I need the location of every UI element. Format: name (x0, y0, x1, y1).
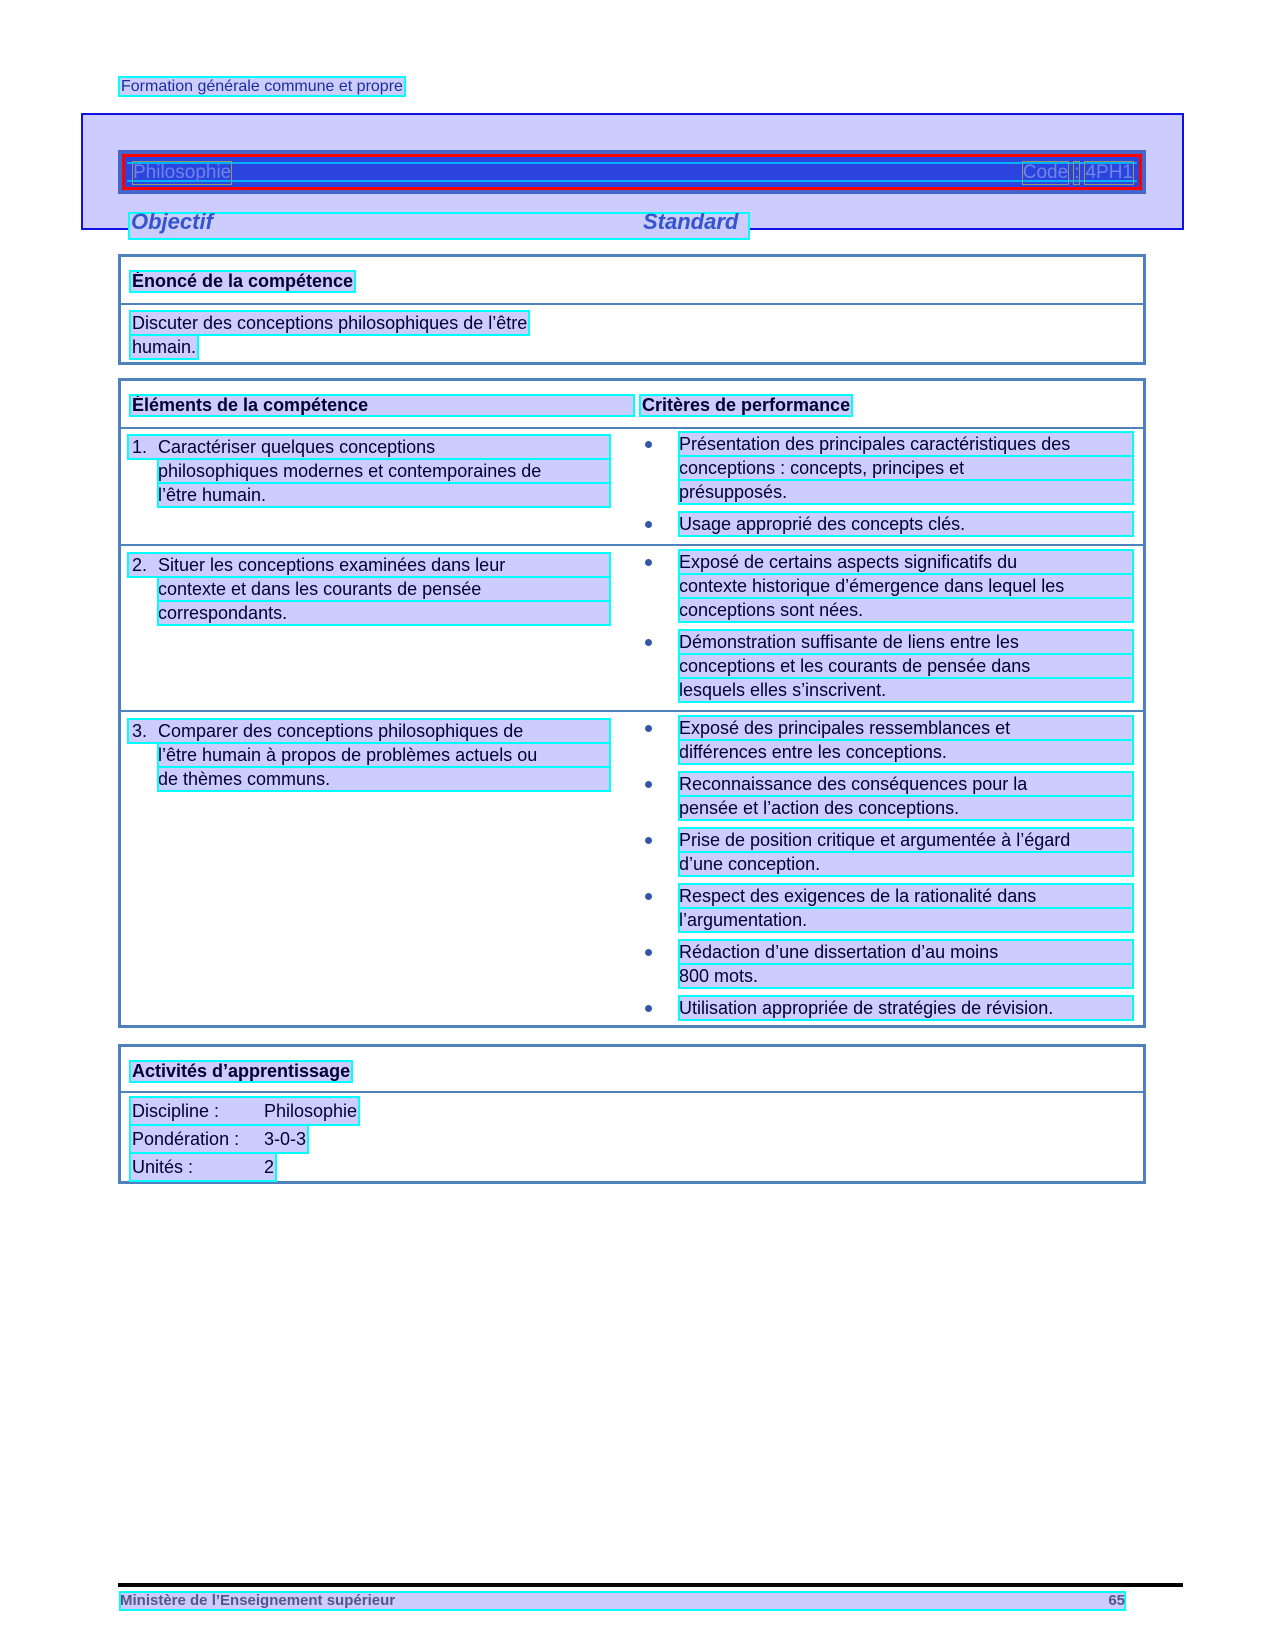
field-discipline (130, 1097, 359, 1125)
criterion-line: Respect des exigences de la rationalité dans (679, 884, 1133, 908)
element-row-2 (130, 553, 610, 625)
row-divider (121, 710, 1143, 712)
criterion-line: Exposé de certains aspects significatifs du (679, 550, 1133, 574)
course-title-inner (122, 154, 1142, 190)
criterion (643, 996, 1133, 1020)
enonce-text (130, 311, 529, 359)
criterion (643, 940, 1133, 988)
footer (120, 1592, 1125, 1610)
element-number: 3. (132, 721, 148, 741)
bullet-icon (645, 781, 652, 788)
row-divider (121, 544, 1143, 546)
field-unites (130, 1153, 276, 1181)
field-label: Unités : (132, 1157, 194, 1177)
field-value: 2 (264, 1157, 275, 1177)
bullet-icon (645, 441, 652, 448)
course-code (1023, 162, 1133, 184)
criterion-line: Usage approprié des concepts clés. (679, 512, 1133, 536)
element-line: contexte et dans les courants de pensée (158, 577, 610, 601)
title-inner-line (127, 162, 1137, 182)
divider (121, 303, 1143, 305)
code-separator: : (1074, 162, 1080, 183)
objective-standard-heading (129, 209, 749, 239)
criterion-line: lesquels elles s’inscrivent. (679, 678, 1133, 702)
criterion (643, 512, 1133, 536)
section-label: Formation générale commune et propre (121, 78, 403, 95)
enonce-heading: Énoncé de la compétence (132, 271, 354, 291)
criterion-line: différences entre les conceptions. (679, 740, 1133, 764)
criterion-line: Démonstration suffisante de liens entre les (679, 630, 1133, 654)
code-label: Code (1022, 162, 1069, 183)
enonce-box (118, 254, 1146, 365)
criterion-line: conceptions sont nées. (679, 598, 1133, 622)
criterion-line: conceptions : concepts, principes et (679, 456, 1133, 480)
criterion-line: 800 mots. (679, 964, 1133, 988)
element-line: Situer les conceptions examinées dans leur (128, 553, 610, 577)
element-line: l’être humain. (158, 483, 610, 507)
course-title-bar (118, 150, 1146, 194)
criterion-line: Utilisation appropriée de stratégies de révision. (679, 996, 1133, 1020)
criterion (643, 432, 1133, 504)
bullet-icon (645, 725, 652, 732)
criterion-line: l’argumentation. (679, 908, 1133, 932)
course-title: Philosophie (133, 162, 232, 183)
criterion-line: pensée et l’action des conceptions. (679, 796, 1133, 820)
criterion-line: Rédaction d’une dissertation d’au moins (679, 940, 1133, 964)
element-row-3 (130, 719, 610, 791)
criterion (643, 828, 1133, 876)
criterion-line: Prise de position critique et argumentée à l’égard (679, 828, 1133, 852)
field-ponderation (130, 1125, 308, 1153)
field-label: Pondération : (132, 1129, 240, 1149)
criterion-line: présupposés. (679, 480, 1133, 504)
criterion-line: Exposé des principales ressemblances et (679, 716, 1133, 740)
footer-rule (118, 1583, 1183, 1587)
element-line: philosophiques modernes et contemporaines de (158, 459, 610, 483)
field-value: 3-0-3 (264, 1129, 307, 1149)
element-line: de thèmes communs. (158, 767, 610, 791)
enonce-line: humain. (132, 337, 197, 357)
bullet-icon (645, 893, 652, 900)
element-line: l’être humain à propos de problèmes actuels ou (158, 743, 610, 767)
bullet-icon (645, 949, 652, 956)
criterion (643, 716, 1133, 764)
bullet-icon (645, 837, 652, 844)
bullet-icon (645, 639, 652, 646)
bullet-icon (645, 1005, 652, 1012)
criterion-line: d’une conception. (679, 852, 1133, 876)
activites-fields (130, 1097, 359, 1181)
elements-heading: Éléments de la compétence (130, 395, 634, 416)
element-number: 1. (132, 437, 148, 457)
code-value: 4PH1 (1085, 162, 1133, 183)
criterion (643, 772, 1133, 820)
bullet-icon (645, 521, 652, 528)
activites-box (118, 1044, 1146, 1184)
activites-heading: Activités d’apprentissage (132, 1061, 351, 1081)
criterion (643, 884, 1133, 932)
enonce-line: Discuter des conceptions philosophiques de l’être (132, 313, 528, 333)
divider (121, 427, 1143, 429)
criteria-list-2 (643, 550, 1133, 710)
footer-publisher: Ministère de l’Enseignement supérieur (120, 1592, 396, 1609)
objective-label: Objectif (131, 209, 213, 234)
field-label: Discipline : (132, 1101, 220, 1121)
element-row-1 (130, 435, 610, 507)
element-line: correspondants. (158, 601, 610, 625)
element-line: Comparer des conceptions philosophiques de (128, 719, 610, 743)
criteria-heading: Critères de performance (642, 395, 851, 415)
field-value: Philosophie (264, 1101, 358, 1121)
element-number: 2. (132, 555, 148, 575)
divider (121, 1091, 1143, 1093)
criteria-list-3 (643, 716, 1133, 1028)
element-line: Caractériser quelques conceptions (128, 435, 610, 459)
criterion-line: Présentation des principales caractéristiques des (679, 432, 1133, 456)
criterion (643, 550, 1133, 622)
standard-label: Standard (643, 209, 739, 234)
criterion-line: Reconnaissance des conséquences pour la (679, 772, 1133, 796)
page-number: 65 (1108, 1592, 1125, 1609)
criteria-list-1 (643, 432, 1133, 544)
competence-table (118, 378, 1146, 1028)
criterion-line: contexte historique d’émergence dans lequel les (679, 574, 1133, 598)
criterion-line: conceptions et les courants de pensée dans (679, 654, 1133, 678)
bullet-icon (645, 559, 652, 566)
criterion (643, 630, 1133, 702)
